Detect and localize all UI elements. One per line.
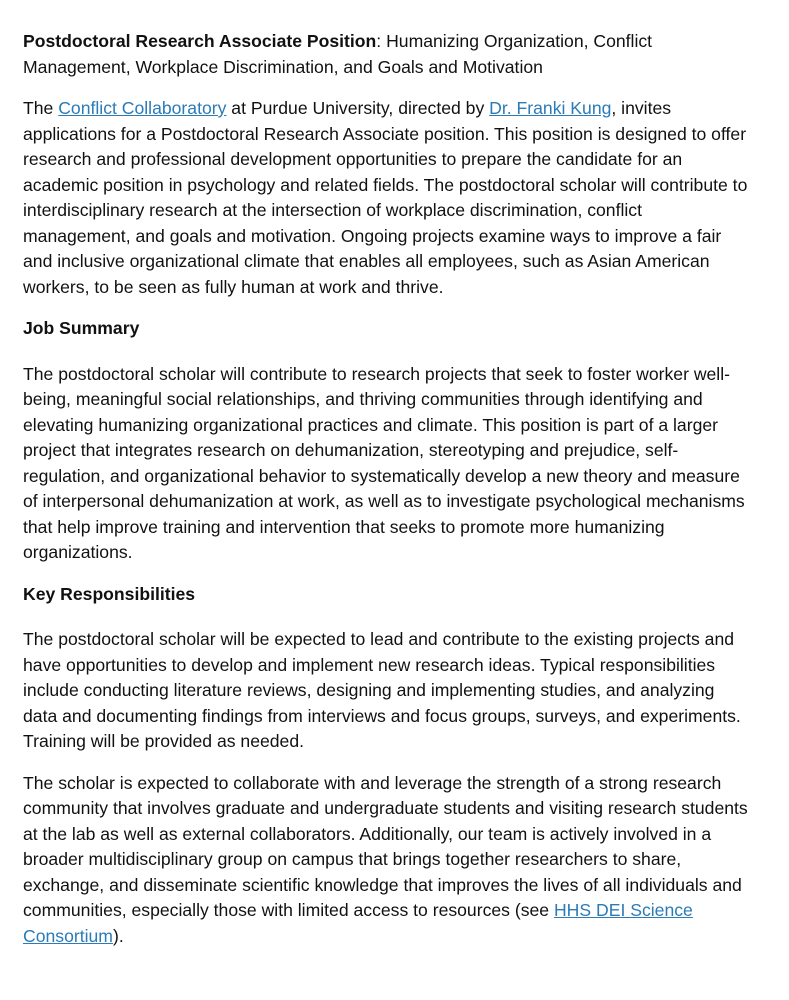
job-summary-paragraph: The postdoctoral scholar will contribute to research projects that seek to foster worker well-being, meaningful social relationships, and thriving communities through identifying and elevating humanizing organizational practices and climate. This position is part of a larger project that integrates research on dehumanization, stereotyping and prejudice, self-regulation, and organizational behavior to systematically develop a new theory and measure of interpersonal dehumanization at work, as well as to investigate psychological mechanisms that help improve training and intervention that seeks to promote more humanizing organizations. (23, 363, 745, 562)
collaboration-text-1: The scholar is expected to collaborate with and leverage the strength of a strong research community that involves graduate and undergraduate students and visiting research students at the lab as well as external collaborators. Additionally, our team is actively involved in a broader multidisciplinary group on campus that brings together researchers to share, exchange, and disseminate scientific knowledge that improves the lives of all individuals and communities, especially those with limited access to resources (see (23, 772, 748, 920)
conflict-collaboratory-link[interactable]: Conflict Collaboratory (58, 98, 227, 118)
collaboration-text-2: ). (112, 925, 124, 946)
key-responsibilities-heading: Key Responsibilities (23, 583, 196, 604)
position-title-rest: : Humanizing Organization, Conflict Management, Workplace Discrimination, and Goals and Motivation (23, 31, 653, 77)
key-responsibilities-paragraph-1: The postdoctoral scholar will be expected to lead and contribute to the existing projects and have opportunities to develop and implement new research ideas. Typical responsibilities include conducting literature reviews, designing and implementing studies, and analyzing data and documenting findings from interviews and focus groups, surveys, and experiments. Training will be provided as needed. (23, 629, 741, 751)
intro-paragraph (23, 96, 749, 300)
intro-text-2: at Purdue University, directed by (226, 98, 490, 118)
position-title (23, 29, 749, 80)
franki-kung-link[interactable]: Dr. Franki Kung (489, 98, 612, 118)
hhs-dei-consortium-link[interactable]: HHS DEI Science Consortium (23, 900, 693, 946)
key-responsibilities-paragraph-2 (23, 771, 749, 950)
intro-text-3: , invites applications for a Postdoctoral Research Associate position. This position is designed to offer research and professional development opportunities to prepare the candidate for an academic position in psychology and related fields. The postdoctoral scholar will contribute to interdisciplinary research at the intersection of workplace discrimination, conflict management, and goals and motivation. Ongoing projects examine ways to improve a fair and inclusive organizational climate that enables all employees, such as Asian American workers, to be seen as fully human at work and thrive. (23, 98, 748, 297)
position-title-bold: Postdoctoral Research Associate Position (23, 31, 377, 51)
intro-text-1: The (23, 98, 59, 118)
job-summary-heading: Job Summary (23, 318, 140, 338)
